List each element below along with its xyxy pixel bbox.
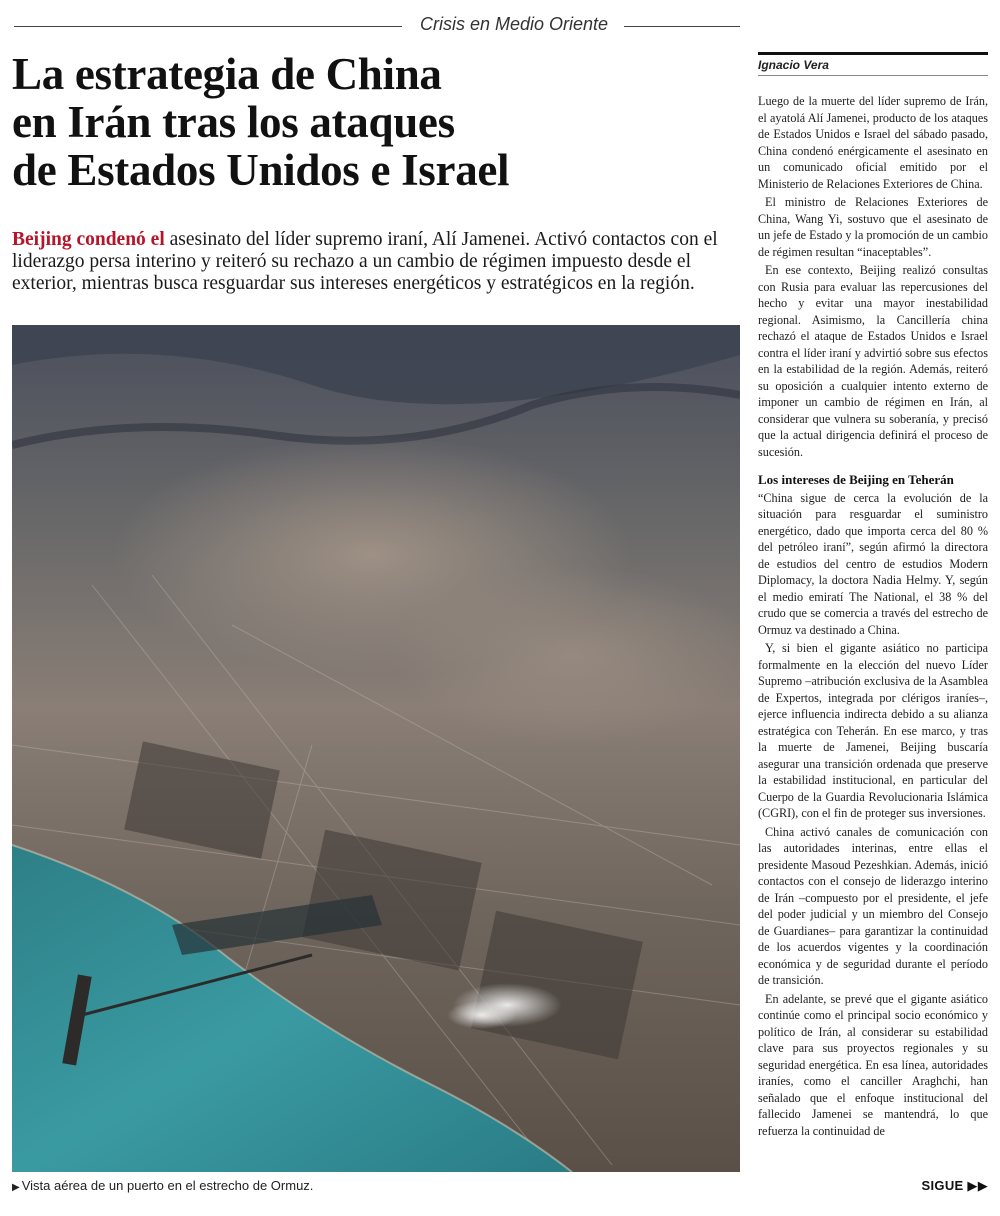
aerial-photo xyxy=(12,325,740,1172)
photo-caption xyxy=(12,1178,612,1193)
headline xyxy=(12,50,738,194)
article-paragraph-1: Luego de la muerte del líder supremo de Irán, el ayatolá Alí Jamenei, producto de los ataques de Estados Unidos e Israel del sábado pasado, China condenó enérgicamente el asesinato en un comunicado oficial emitido por el Ministerio de Relaciones Exteriores de China. xyxy=(758,94,988,191)
article-paragraph-2: El ministro de Relaciones Exteriores de China, Wang Yi, sostuvo que el asesinato de un jefe de Estado y la promoción de un cambio de régimen resultan “inaceptables”. xyxy=(758,195,988,259)
dek-text: asesinato del líder supremo iraní, Alí Jamenei. Activó contactos con el liderazgo persa interino y reiteró su rechazo a un cambio de régimen impuesto desde el exterior, mientras busca resguardar sus intereses energéticos y estratégicos en la región. xyxy=(12,229,718,294)
section-rule-left xyxy=(14,26,402,27)
article-subhead: Los intereses de Beijing en Teherán xyxy=(758,472,954,487)
author-name: Ignacio Vera xyxy=(758,58,829,72)
article-column xyxy=(758,52,988,1141)
article-paragraph-4: “China sigue de cerca la evolución de la situación para resguardar el suministro energético, dado que importa cerca del 80 % del petróleo iraní”, según afirmó la directora de estudios del centro de estudios Modern Diplomacy, la doctora Nadia Helmy. Y, según el medio emiratí The National, el 38 % del crudo que se comercia a través del estrecho de Ormuz va destinado a China. xyxy=(758,490,988,637)
byline-rule xyxy=(758,75,988,76)
section-label: Crisis en Medio Oriente xyxy=(419,14,609,34)
section-header xyxy=(14,14,740,40)
aerial-photo-illustration xyxy=(12,325,740,1172)
article-paragraph-6: China activó canales de comunicación con las autoridades interinas, entre ellas el presidente Masoud Pezeshkian. Además, inició contactos con el consejo de liderazgo interino de Irán –compuesto por el presidente, el jefe del poder judicial y un miembro del Consejo de Guardianes– para garantizar la continuidad de los acuerdos vigentes y la coordinación económica y de seguridad durante el período de transición. xyxy=(758,824,988,987)
caption-arrow-icon: ▶ xyxy=(12,1182,20,1193)
byline xyxy=(758,52,988,76)
continue-label[interactable]: SIGUE ▶▶ xyxy=(921,1178,988,1193)
article-paragraph-5: Y, si bien el gigante asiático no participa formalmente en la elección del nuevo Líder Supremo –atribución exclusiva de la Asamblea de Expertos, integrada por clérigos iraníes–, ejerce influencia indirecta debido a su alianza estratégica con Teherán. En ese marco, y tras la muerte de Jamenei, Beijing buscaría asegurar una transición ordenada que preserve la estabilidad institucional, en particular del Cuerpo de la Guardia Revolucionaria Islámica (CGRI), con el fin de proteger sus inversiones. xyxy=(758,641,988,820)
dek-lead: Beijing condenó el xyxy=(12,229,165,250)
headline-line-1: La estrategia de China xyxy=(12,49,442,99)
article-paragraph-7: En adelante, se prevé que el gigante asiático continúe como el principal socio económico y político de Irán, al considerar su estabilidad clave para sus proyectos regionales y su seguridad energética. En esa línea, autoridades iraníes, como el canciller Araghchi, han señalado que el enfoque institucional del fallecido Jamenei se mantendrá, lo que refuerza la continuidad de xyxy=(758,991,988,1138)
article-body xyxy=(758,93,988,1139)
section-rule-right xyxy=(624,26,740,27)
dek xyxy=(12,229,728,295)
photo-caption-text: Vista aérea de un puerto en el estrecho de Ormuz. xyxy=(21,1178,314,1193)
headline-line-2: en Irán tras los ataques xyxy=(12,97,455,147)
article-paragraph-3: En ese contexto, Beijing realizó consultas con Rusia para evaluar las repercusiones del hecho y evitar una mayor inestabilidad regional. Asimismo, la Cancillería china rechazó el ataque de Estados Unidos e Israel contra el líder iraní y advirtió sobre sus efectos en la estabilidad de la región. Además, reiteró su oposición a cualquier intento externo de imponer un cambio de régimen en Irán, al considerar que vulnera su soberanía, y precisó que la actual dirigencia definirá el proceso de sucesión. xyxy=(758,263,988,459)
headline-line-3: de Estados Unidos e Israel xyxy=(12,145,510,195)
